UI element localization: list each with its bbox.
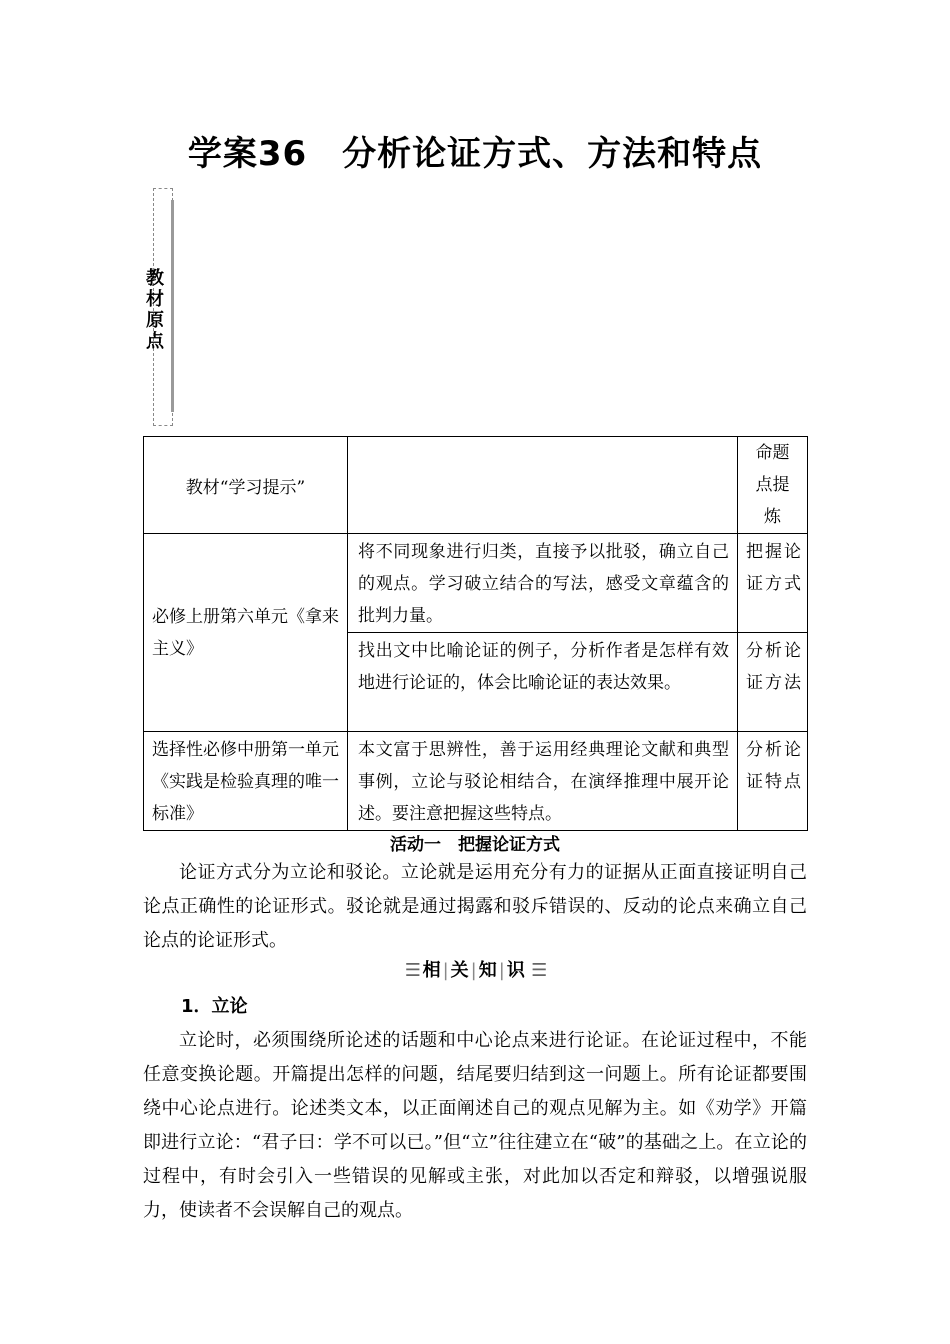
decorative-lines-icon: ☰ <box>531 960 546 981</box>
table-header-cell: 教材“学习提示” <box>144 437 348 534</box>
knowledge-char: 关 <box>450 960 469 981</box>
knowledge-header: ☰ 相 | 关 | 知 | 识 ☰ <box>404 960 546 981</box>
table-row-text: 找出文中比喻论证的例子，分析作者是怎样有效地进行论证的，体会比喻论证的表达效果。 <box>348 633 738 732</box>
side-label-char: 教 <box>146 268 164 289</box>
table-row <box>144 732 808 831</box>
table-row-tag: 分析论证方法 <box>738 633 808 732</box>
table-row-tag: 分析论证特点 <box>738 732 808 831</box>
table-row-source: 必修上册第六单元《拿来主义》 <box>144 534 348 732</box>
intro-paragraph: 论证方式分为立论和驳论。立论就是运用充分有力的证据从正面直接证明自己论点正确性的论证形式。驳论就是通过揭露和驳斥错误的、反动的论点来确立自己论点的论证形式。 <box>143 862 807 951</box>
table-row-text: 本文富于思辨性，善于运用经典理论文献和典型事例，立论与驳论相结合，在演绎推理中展开论述。要注意把握这些特点。 <box>348 732 738 831</box>
table-row-text: 将不同现象进行归类，直接予以批驳，确立自己的观点。学习破立结合的写法，感受文章蕴含的批判力量。 <box>348 534 738 633</box>
section-paragraph: 立论时，必须围绕所论述的话题和中心论点来进行论证。在论证过程中，不能任意变换论题。开篇提出怎样的问题，结尾要归结到这一问题上。所有论证都要围绕中心论点进行。论述类文本，以正面阐述自己的观点见解为主。如《劝学》开篇即进行立论：“君子曰：学不可以已。”但“立”往往建立在“破”的基础之上。在立论的过程中，有时会引入一些错误的见解或主张，对此加以否定和辩驳，以增强说服力，使读者不会误解自己的观点。 <box>143 1030 807 1221</box>
table-row-tag: 把握论证方式 <box>738 534 808 633</box>
side-label-char: 点 <box>146 331 164 352</box>
knowledge-char: 相 <box>422 960 441 981</box>
table-header-cell <box>348 437 738 534</box>
side-label-char: 材 <box>146 289 164 310</box>
side-label <box>140 268 170 352</box>
table-header-row <box>144 437 808 534</box>
table-row-source: 选择性必修中册第一单元《实践是检验真理的唯一标准》 <box>144 732 348 831</box>
page-title: 学案36 分析论证方式、方法和特点 <box>187 134 763 174</box>
knowledge-char: 识 <box>506 960 525 981</box>
knowledge-char: 知 <box>478 960 497 981</box>
activity-title: 活动一 把握论证方式 <box>390 835 560 855</box>
section-heading: 1．立论 <box>181 996 248 1017</box>
table-header-cell: 命题点提炼 <box>738 437 808 534</box>
textbook-table <box>143 436 808 831</box>
decorative-lines-icon: ☰ <box>404 960 423 981</box>
table-row <box>144 534 808 633</box>
side-bar <box>171 200 174 412</box>
side-label-char: 原 <box>146 310 164 331</box>
